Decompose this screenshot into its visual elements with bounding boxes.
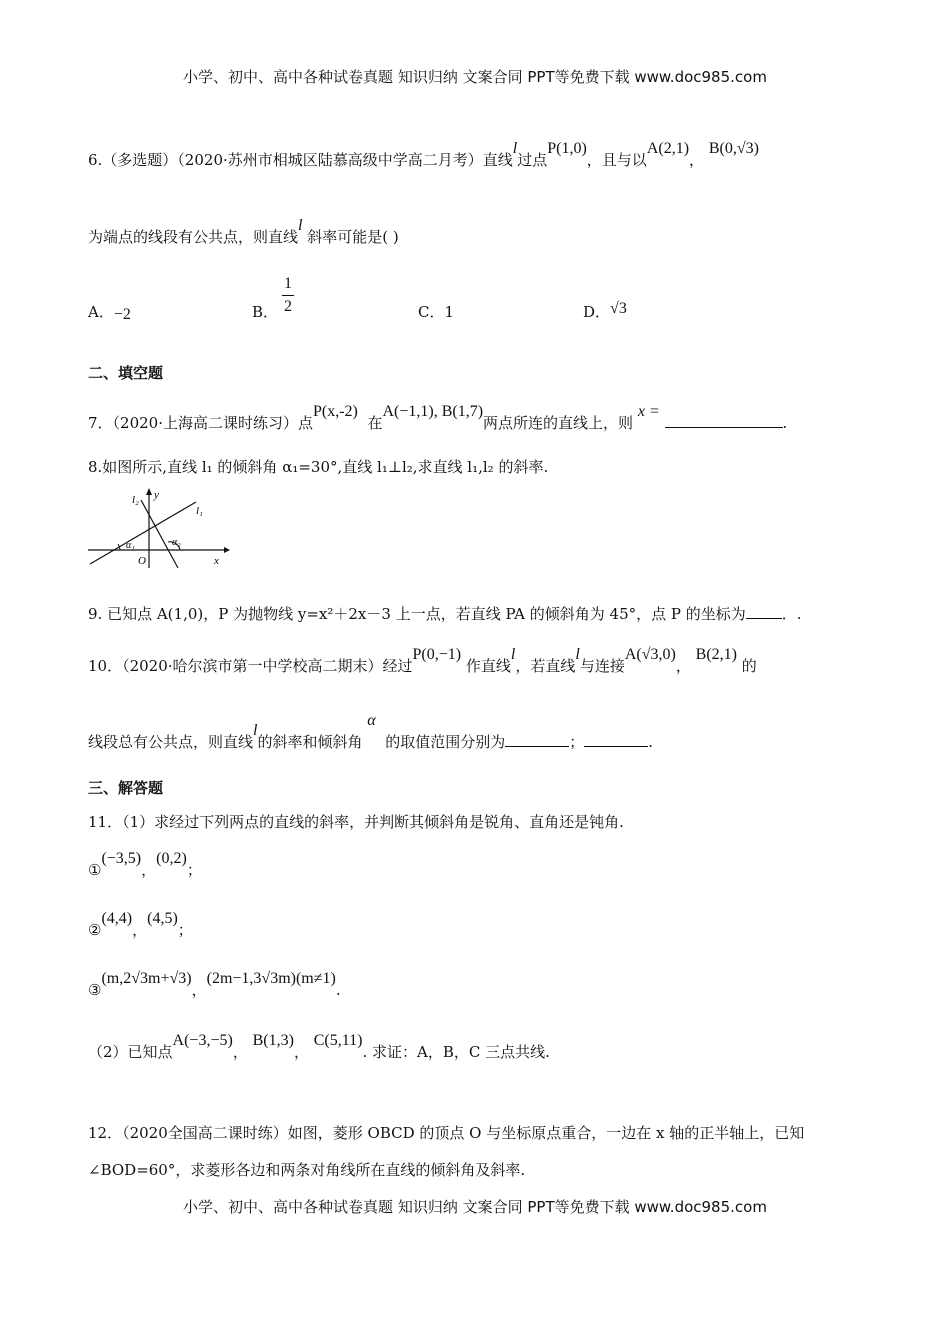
q6-option-d xyxy=(583,301,627,322)
q10-line2c: 的取值范围分别为 xyxy=(385,733,506,751)
q11-part2 xyxy=(88,1032,550,1063)
q10-blank-1 xyxy=(505,732,569,747)
q11-i1-a: (−3,5) xyxy=(101,850,142,867)
option-a-label: A． xyxy=(88,303,114,321)
q10-line2b: 的斜率和倾斜角 xyxy=(257,733,363,751)
label-origin: O xyxy=(138,555,146,567)
q10-make: 作直线 xyxy=(465,657,511,675)
line-l2 xyxy=(141,500,178,568)
q9-end: ．. xyxy=(781,605,802,623)
q6-B: B(0,√3) xyxy=(708,140,759,157)
q11-p2-C: C(5,11) xyxy=(313,1032,363,1049)
page-footer: 小学、初中、高中各种试卷真题 知识归纳 文案合同 PPT等免费下载 www.doc985.com xyxy=(183,1198,767,1216)
q6-comma: ， xyxy=(689,151,705,169)
q10-sep: ； xyxy=(569,733,585,751)
q6-line2b: 斜率可能是( ) xyxy=(307,228,399,246)
q11-i2-a: (4,4) xyxy=(101,910,133,927)
option-c-value: 1 xyxy=(444,303,455,321)
q6-l: l xyxy=(512,140,518,157)
q7-AB: A(−1,1), B(1,7) xyxy=(382,403,484,420)
q6-A: A(2,1) xyxy=(646,140,690,157)
q6-P: P(1,0) xyxy=(547,140,587,157)
option-d-label: D． xyxy=(583,303,611,321)
q11-sep5: ， xyxy=(293,1043,309,1061)
q12-line2: ∠BOD=60°，求菱形各边和两条对角线所在直线的倾斜角及斜率. xyxy=(88,1161,526,1179)
q11-item2 xyxy=(88,910,193,941)
q7-in: 在 xyxy=(367,414,383,432)
item-marker-1: ① xyxy=(88,861,102,879)
option-d-value: √3 xyxy=(610,300,627,317)
item-marker-2: ② xyxy=(88,921,102,939)
q10-prefix: 10．（2020·哈尔滨市第一中学校高二期末）经过 xyxy=(88,657,413,675)
q10-l: l xyxy=(510,646,516,663)
section-title-solve: 三、解答题 xyxy=(88,779,164,797)
option-b-label: B． xyxy=(252,303,279,321)
q6-prefix: 6.（多选题）（2020·苏州市相城区陆慕高级中学高二月考）直线 xyxy=(88,151,513,169)
q10-blank-2 xyxy=(584,732,648,747)
q11-i2-end: ； xyxy=(177,921,193,939)
q6-pass: 过点 xyxy=(517,151,548,169)
q11-i3-b: (2m−1,3√3m) xyxy=(206,970,296,987)
q7-end: . xyxy=(782,414,788,432)
q6-line2a: 为端点的线段有公共点，则直线 xyxy=(88,228,299,246)
q11-p2-B: B(1,3) xyxy=(252,1032,294,1049)
q9-text: 9. 已知点 A(1,0)，P 为抛物线 y=x²＋2x－3 上一点，若直线 PA 的倾斜角为 45°，点 P 的坐标为 xyxy=(88,605,746,623)
q10-line1 xyxy=(88,646,757,677)
label-l2: l₂ xyxy=(132,494,139,506)
q10-alpha: α xyxy=(367,712,376,729)
q11-item1 xyxy=(88,850,202,881)
q10-line2a: 线段总有公共点，则直线 xyxy=(88,733,254,751)
q10-if: ，若直线 xyxy=(515,657,576,675)
q10-l2: l xyxy=(575,646,580,663)
q10-of: 的 xyxy=(741,657,757,675)
q11-p2-end: . 求证：A，B，C 三点共线. xyxy=(362,1043,550,1061)
q6-option-c xyxy=(418,301,454,322)
page-header: 小学、初中、高中各种试卷真题 知识归纳 文案合同 PPT等免费下载 www.doc985.com xyxy=(183,68,767,86)
q11-sep: ， xyxy=(141,861,157,879)
q6-l2: l xyxy=(298,217,303,234)
q11-i3-a: (m,2√3m+√3) xyxy=(101,970,192,987)
q9-blank xyxy=(746,604,782,619)
item-marker-3: ③ xyxy=(88,981,102,999)
q10-end: . xyxy=(648,733,654,751)
q11-i2-b: (4,5) xyxy=(147,910,178,927)
q6-line2 xyxy=(88,217,399,248)
y-axis-arrow xyxy=(146,488,152,495)
q11-i3-c: (m≠1) xyxy=(295,970,336,987)
q10-B: B(2,1) xyxy=(695,646,737,663)
q10-l3: l xyxy=(253,722,258,739)
q7-mid: 两点所连的直线上，则 xyxy=(483,414,634,432)
q11-i1-end: ； xyxy=(186,861,202,879)
q11-intro: 11．（1）求经过下列两点的直线的斜率，并判断其倾斜角是锐角、直角还是钝角. xyxy=(88,813,624,831)
q10-line2 xyxy=(88,712,654,753)
q8-text: 8.如图所示,直线 l₁ 的倾斜角 α₁=30°,直线 l₁⊥l₂,求直线 l₁,l₂ 的斜率. xyxy=(88,458,549,476)
q11-i1-b: (0,2) xyxy=(156,850,187,867)
q10-conn: 与连接 xyxy=(579,657,625,675)
x-axis-arrow xyxy=(224,547,230,553)
q11-sep4: ， xyxy=(232,1043,248,1061)
q7-prefix: 7．（2020·上海高二课时练习）点 xyxy=(88,414,313,432)
option-c-label: C． xyxy=(418,303,445,321)
q11-sep2: ， xyxy=(132,921,148,939)
label-alpha1: α₁ xyxy=(126,540,135,551)
q10-P: P(0,−1) xyxy=(412,646,462,663)
q6-option-b-fraction xyxy=(282,275,294,316)
q7-x: x = xyxy=(637,403,660,420)
option-a-value: −2 xyxy=(113,306,131,323)
q11-sep3: ， xyxy=(191,981,207,999)
q12-line1: 12．（2020全国高二课时练）如图，菱形 OBCD 的顶点 O 与坐标原点重合，一边在 x 轴的正半轴上，已知 xyxy=(88,1124,805,1142)
label-l1: l₁ xyxy=(196,505,203,517)
q7-line xyxy=(88,403,788,434)
q10-A: A(√3,0) xyxy=(624,646,676,663)
q11-i3-end: . xyxy=(335,981,341,999)
q6-option-b xyxy=(252,301,278,322)
q10-comma: ， xyxy=(675,657,691,675)
q6-line1 xyxy=(88,140,759,171)
q9-line xyxy=(88,604,802,624)
q6-and: ，且与以 xyxy=(586,151,647,169)
q11-p2-prefix: （2）已知点 xyxy=(88,1043,173,1061)
label-y: y xyxy=(154,489,159,501)
label-alpha2: α₂ xyxy=(172,537,181,548)
fraction-denominator: 2 xyxy=(284,298,292,315)
q7-blank xyxy=(665,413,783,428)
section-title-fill-in: 二、填空题 xyxy=(88,364,164,382)
q8-figure xyxy=(84,486,230,570)
q11-item3 xyxy=(88,970,341,1001)
q11-p2-A: A(−3,−5) xyxy=(172,1032,233,1049)
q7-P: P(x,-2) xyxy=(313,403,358,420)
label-x: x xyxy=(214,555,219,567)
q6-option-a xyxy=(88,301,131,322)
fraction-numerator: 1 xyxy=(284,275,292,292)
